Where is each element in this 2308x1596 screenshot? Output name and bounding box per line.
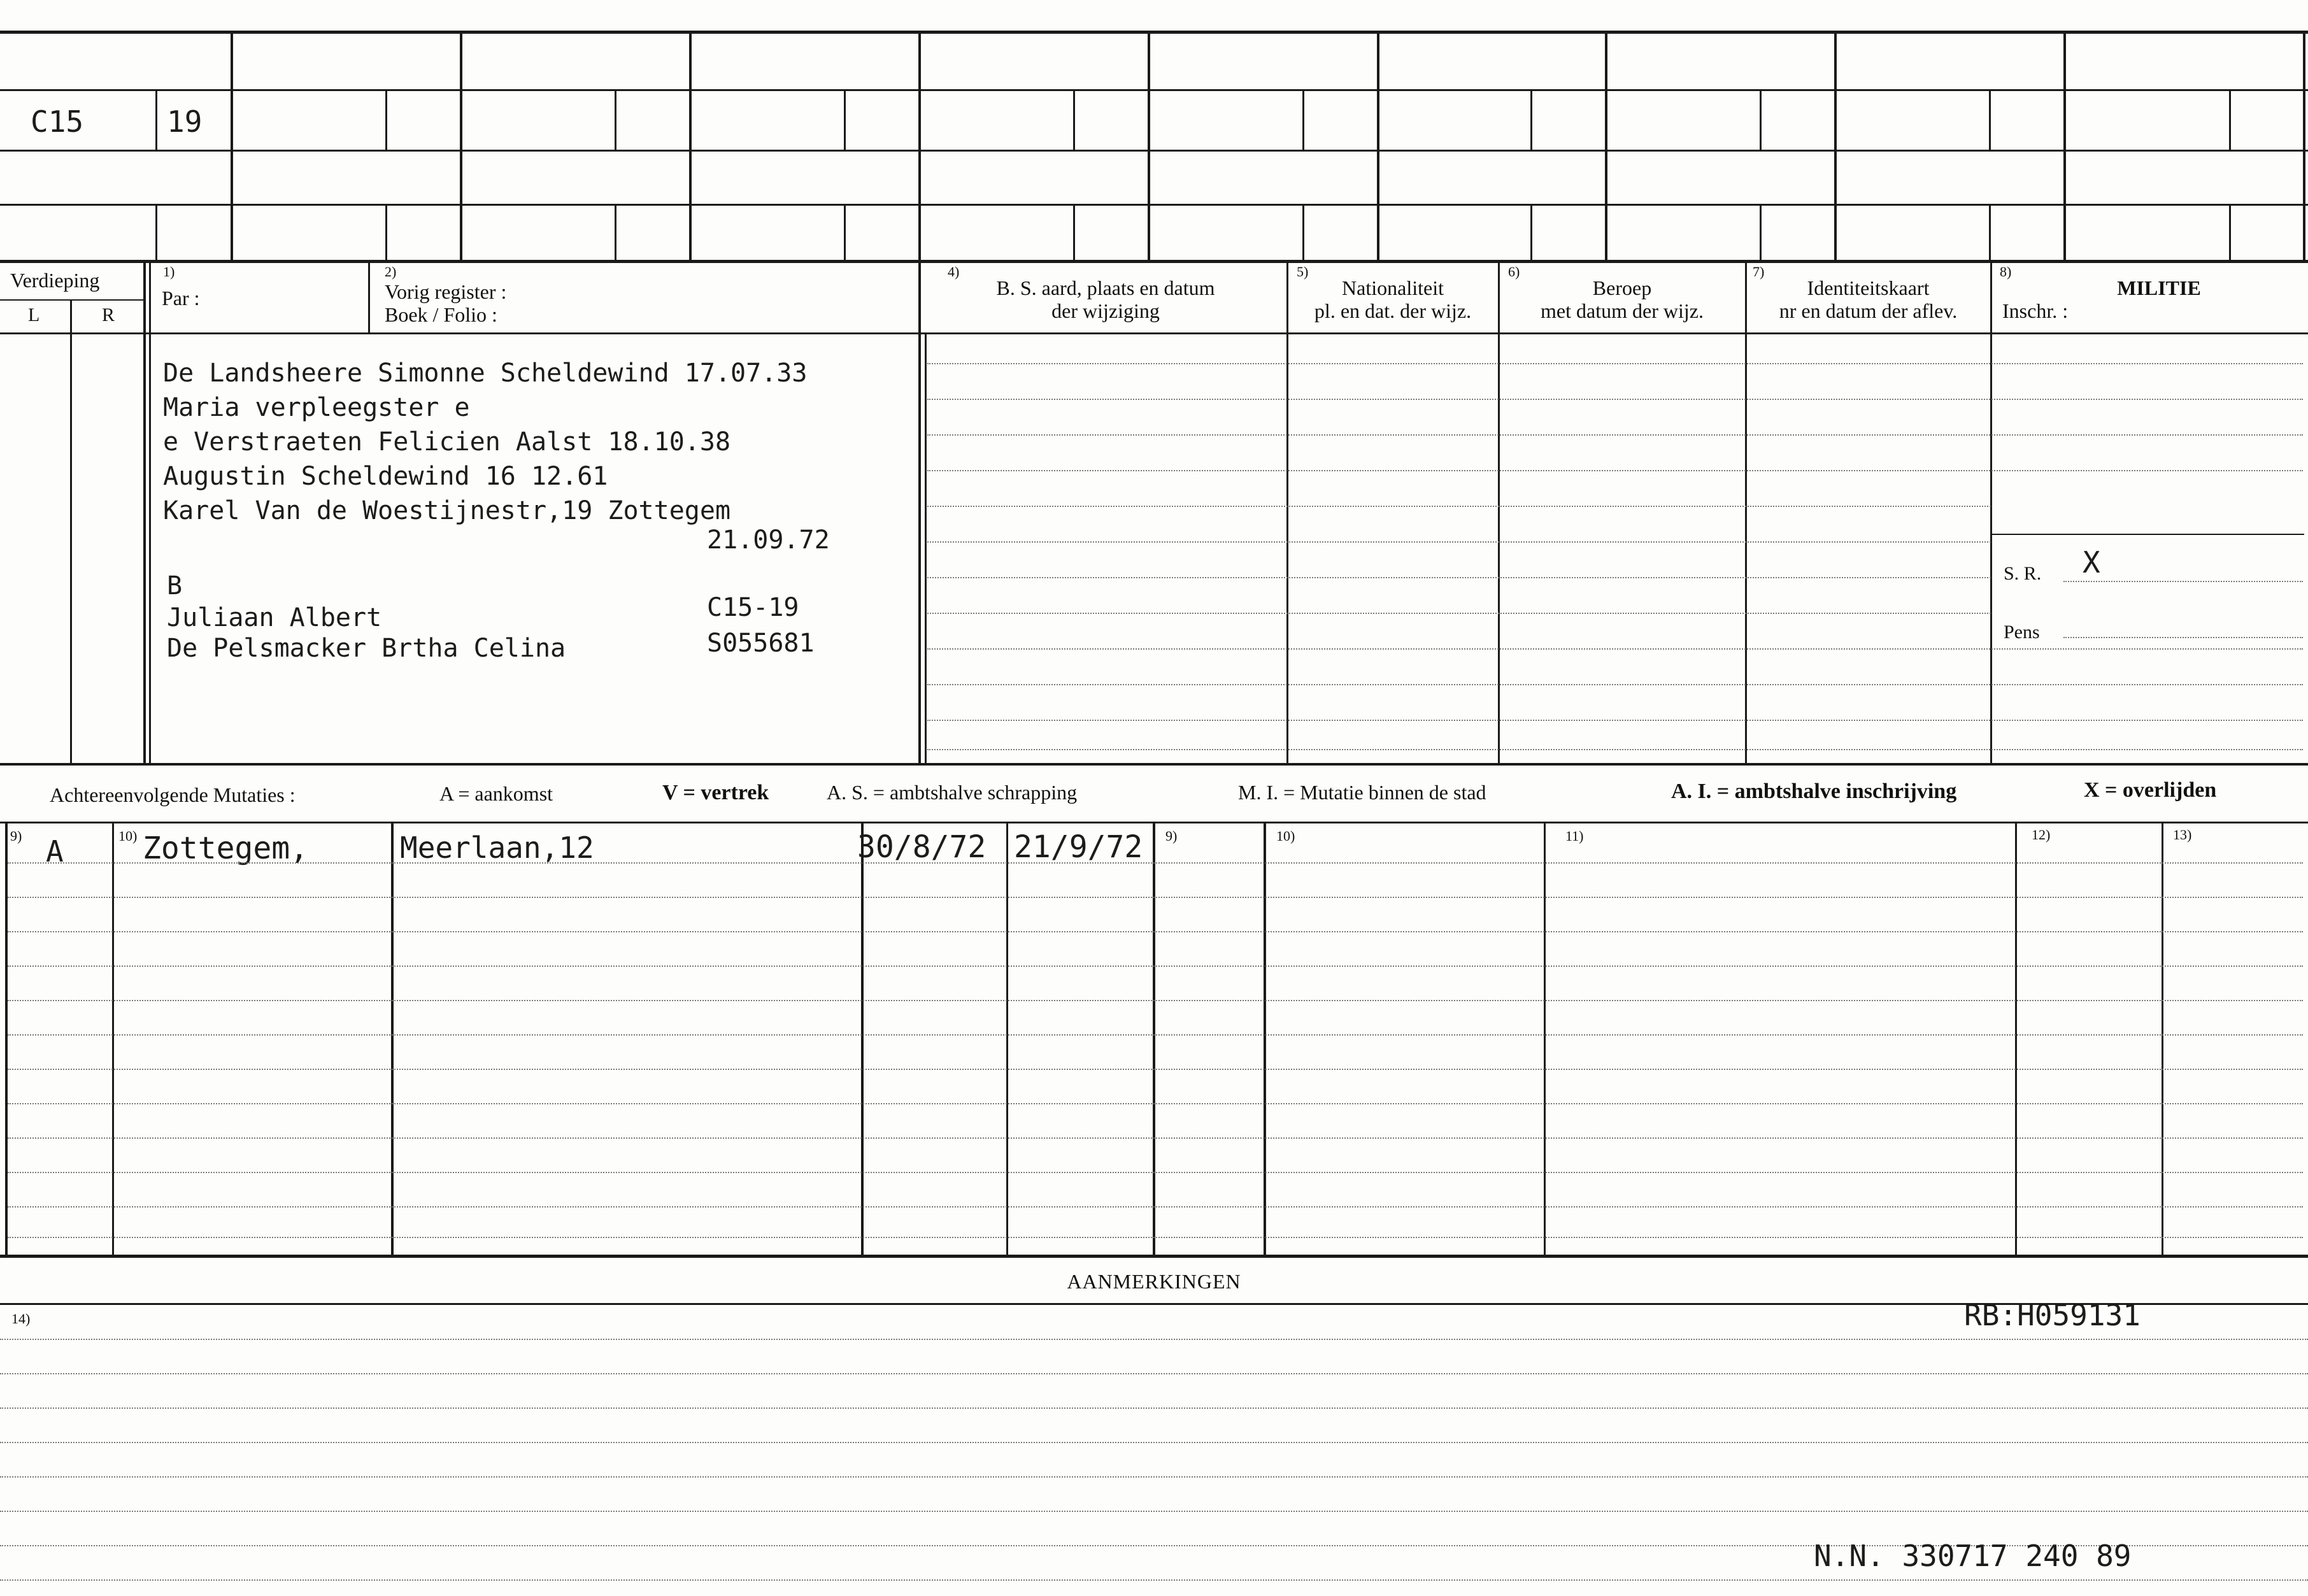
bs-header-2: der wijziging xyxy=(1051,299,1160,322)
legend-v: V = vertrek xyxy=(662,781,769,804)
top-border xyxy=(0,31,2308,34)
mutation-date-1: 30/8/72 xyxy=(857,829,987,865)
bs-header-1: B. S. aard, plaats en datum xyxy=(996,276,1215,299)
note-1: 1) xyxy=(163,264,175,280)
note-12: 12) xyxy=(2032,827,2051,843)
note-11: 11) xyxy=(1565,828,1584,844)
note-2: 2) xyxy=(385,264,397,280)
note-10: 10) xyxy=(118,828,138,844)
person-line-9: De Pelsmacker Brtha Celina xyxy=(167,634,566,663)
id-card-header-1: Identiteitskaart xyxy=(1807,276,1930,299)
id-card-header-2: nr en datum der aflev. xyxy=(1779,299,1958,322)
person-line-2: Maria verpleegster e xyxy=(163,393,470,422)
note-8: 8) xyxy=(2000,264,2012,280)
nn-number: N.N. 330717 240 89 xyxy=(1814,1539,2132,1573)
note-10-right: 10) xyxy=(1276,828,1295,844)
person-line-9-ref: S055681 xyxy=(707,629,815,658)
person-line-4: Augustin Scheldewind 16 12.61 xyxy=(163,462,608,491)
boek-folio-label: Boek / Folio : xyxy=(385,303,497,326)
person-line-6: 21.09.72 xyxy=(707,525,830,555)
note-7: 7) xyxy=(1753,264,1765,280)
column-l-label: L xyxy=(28,304,40,325)
mutation-type: A xyxy=(46,834,64,869)
person-line-3: e Verstraeten Felicien Aalst 18.10.38 xyxy=(163,427,731,457)
mutation-place: Zottegem, xyxy=(143,830,309,866)
note-9: 9) xyxy=(10,828,22,844)
militie-header: MILITIE xyxy=(2117,276,2201,299)
verdieping-label: Verdieping xyxy=(10,269,100,292)
person-line-8: Juliaan Albert xyxy=(167,603,382,632)
mutation-date-2: 21/9/72 xyxy=(1014,829,1143,865)
column-r-label: R xyxy=(102,304,115,325)
note-9-right: 9) xyxy=(1165,828,1178,844)
legend-title: Achtereenvolgende Mutaties : xyxy=(50,783,296,806)
legend-as: A. S. = ambtshalve schrapping xyxy=(827,781,1078,804)
remarks-title: AANMERKINGEN xyxy=(1067,1270,1241,1293)
legend-ai: A. I. = ambtshalve inschrijving xyxy=(1671,780,1957,803)
header-border xyxy=(0,260,2308,263)
nationality-header-2: pl. en dat. der wijz. xyxy=(1314,299,1472,322)
note-13: 13) xyxy=(2173,827,2192,843)
person-line-8-ref: C15-19 xyxy=(707,593,799,622)
note-6: 6) xyxy=(1508,264,1520,280)
beroep-header-2: met datum der wijz. xyxy=(1541,299,1704,322)
legend-x: X = overlijden xyxy=(2084,778,2217,802)
legend-mi: M. I. = Mutatie binnen de stad xyxy=(1238,781,1486,804)
mutation-street: Meerlaan,12 xyxy=(400,830,594,865)
top-grid-code: C15 xyxy=(31,104,84,139)
nationality-header-1: Nationaliteit xyxy=(1342,276,1444,299)
inschr-label: Inschr. : xyxy=(2002,299,2069,322)
sr-label: S. R. xyxy=(2004,563,2042,584)
person-line-7: B xyxy=(167,571,183,601)
rb-number: RB:H059131 xyxy=(1964,1298,2141,1332)
beroep-header-1: Beroep xyxy=(1592,276,1652,299)
pens-label: Pens xyxy=(2004,622,2040,643)
note-4: 4) xyxy=(948,264,960,280)
note-14: 14) xyxy=(11,1311,31,1327)
person-line-5: Karel Van de Woestijnestr,19 Zottegem xyxy=(163,496,731,525)
note-5: 5) xyxy=(1297,264,1309,280)
vorig-register-label: Vorig register : xyxy=(385,280,507,303)
person-line-1: De Landsheere Simonne Scheldewind 17.07.33 xyxy=(163,359,808,388)
top-grid-number: 19 xyxy=(167,104,203,139)
par-label: Par : xyxy=(162,287,200,310)
legend-a: A = aankomst xyxy=(439,782,553,805)
sr-value: X xyxy=(2083,545,2100,580)
